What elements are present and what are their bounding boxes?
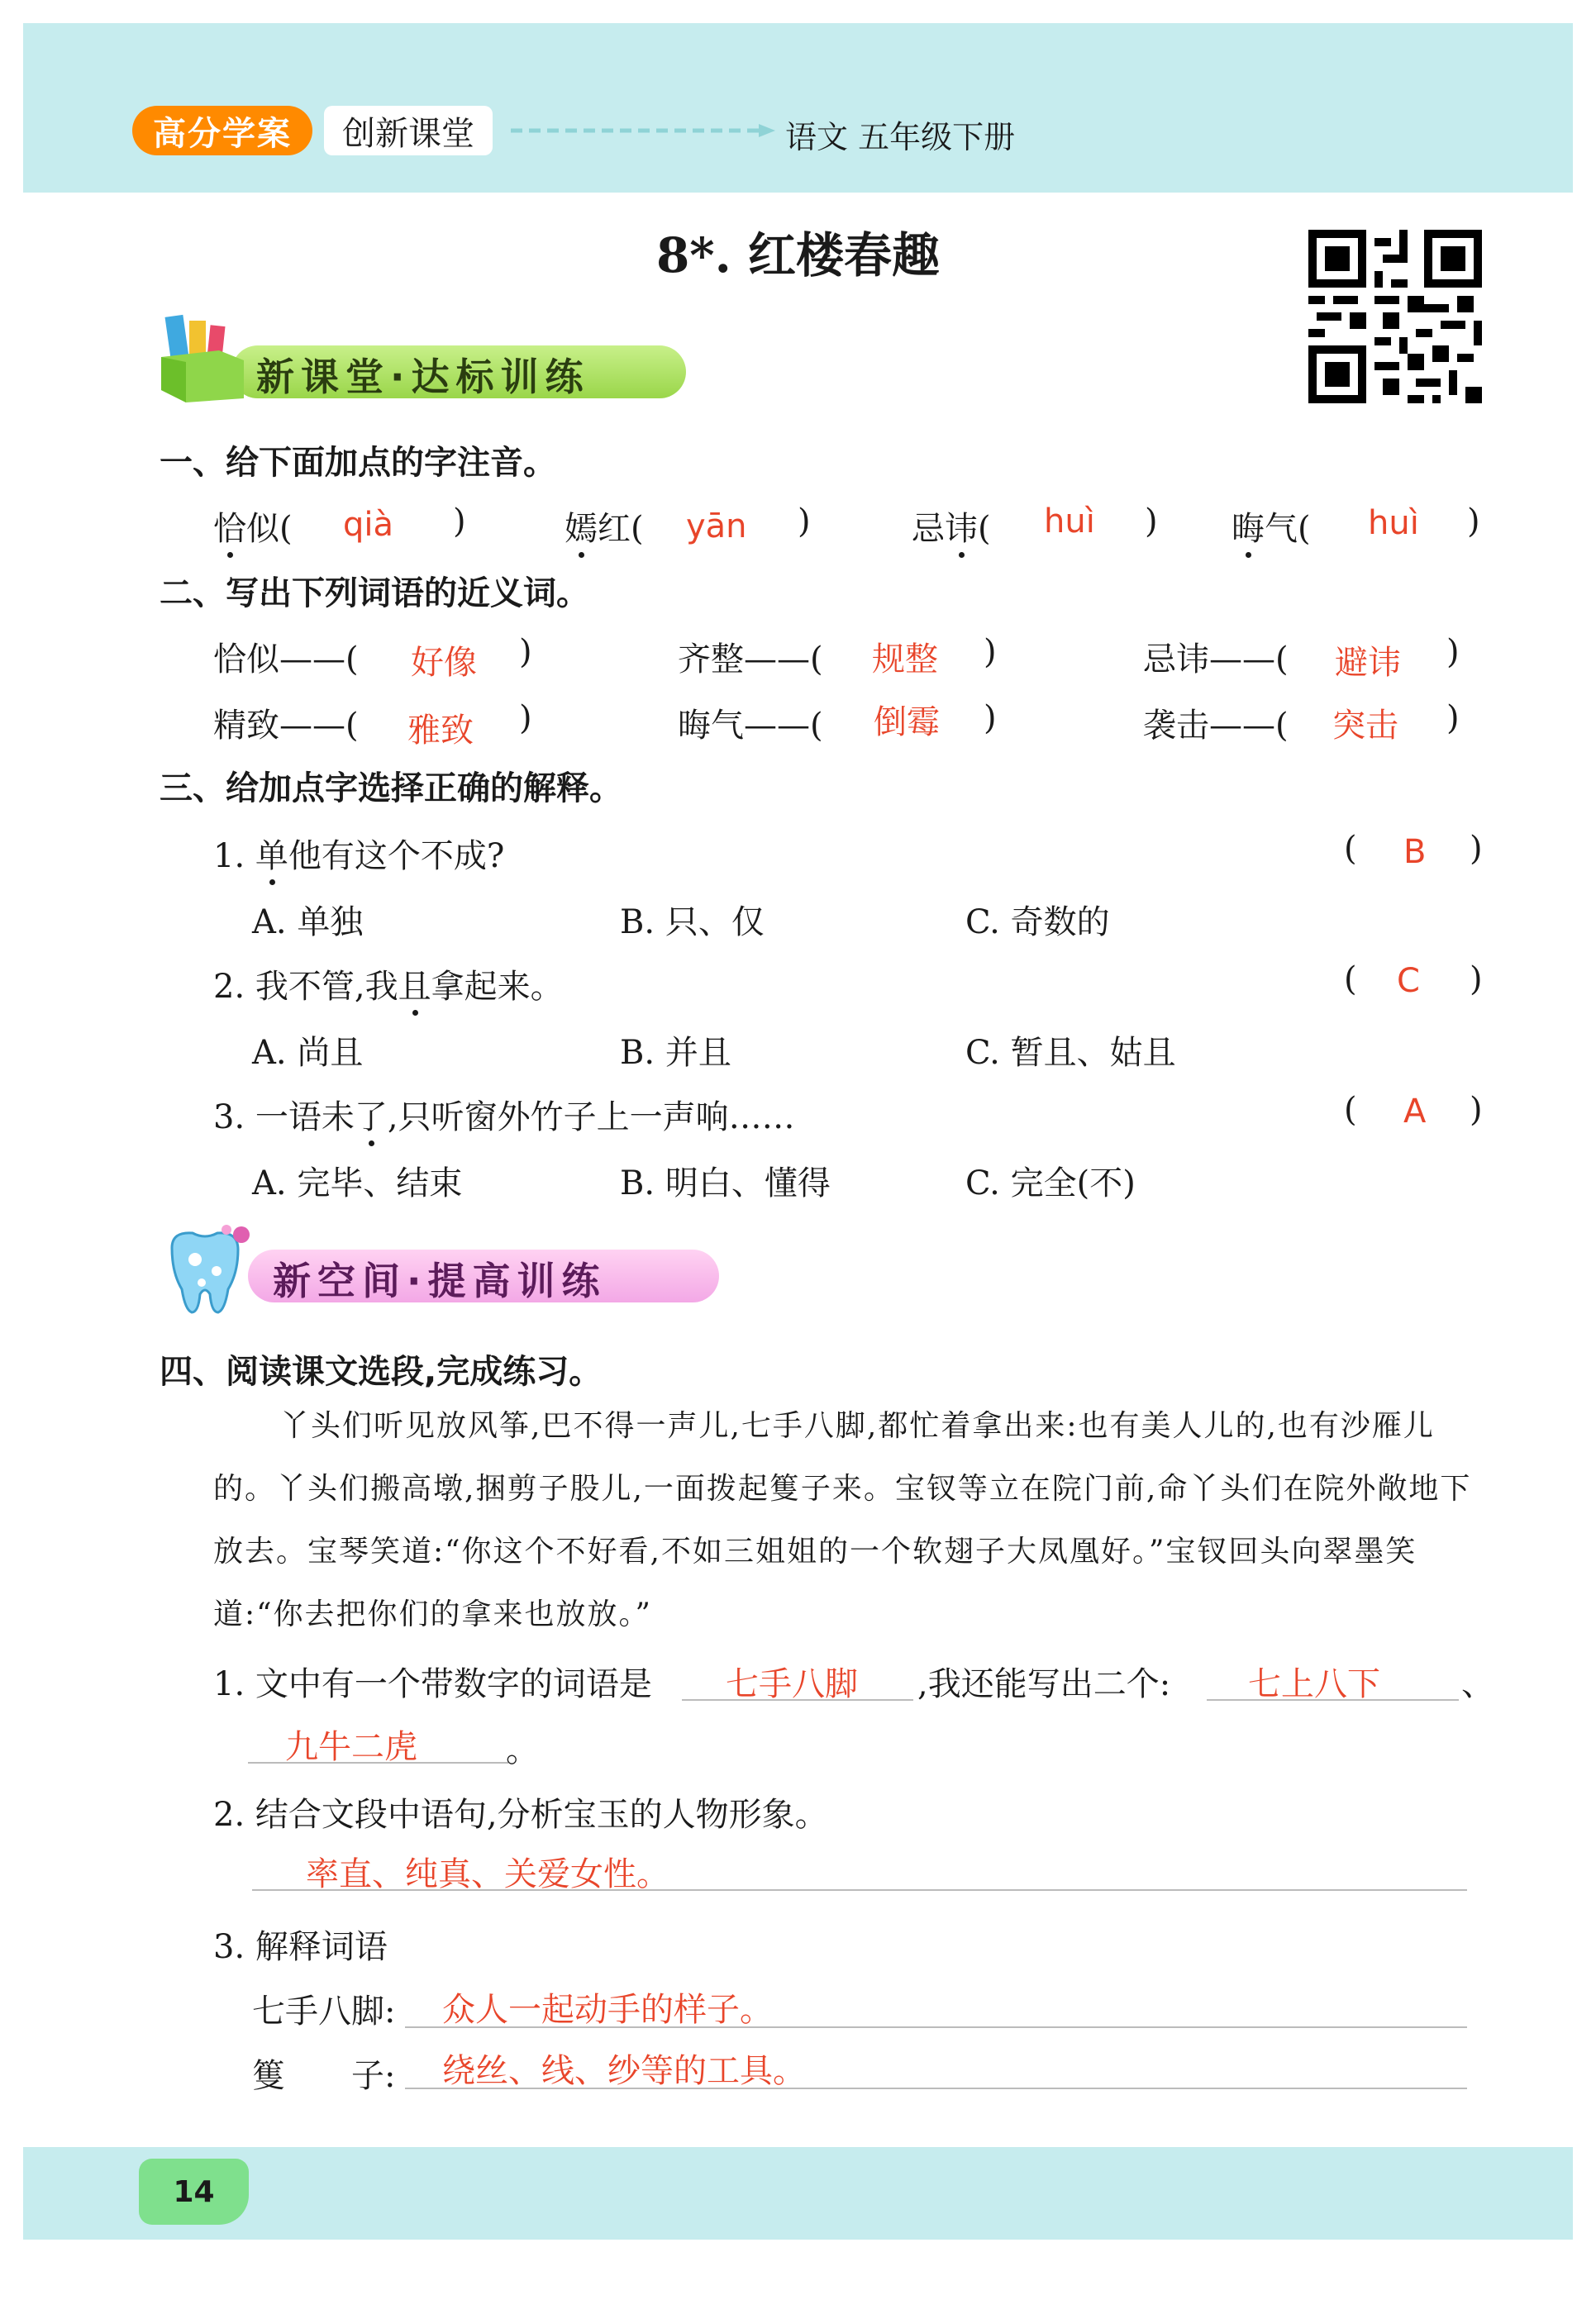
lesson-title: 8*. 红楼春趣 xyxy=(655,227,941,283)
q1-answer-c: 九牛二虎 xyxy=(285,1728,417,1766)
synonym-word-6: 袭击——( xyxy=(1143,707,1289,745)
header-wave xyxy=(23,165,1573,198)
question-3-3: 3. 一语未了,只听窗外竹子上一声响…… xyxy=(213,1098,795,1136)
paren-close: ) xyxy=(1145,502,1158,540)
q3-answer-2: 绕丝、线、纱等的工具。 xyxy=(442,2052,806,2090)
synonym-answer-4: 雅致 xyxy=(407,712,474,750)
paren-close: ) xyxy=(1470,960,1483,998)
section2-title: 二、写出下列词语的近义词。 xyxy=(160,574,589,612)
paren-close: ) xyxy=(1470,830,1483,868)
question-3-1: 1. 单他有这个不成? xyxy=(213,837,505,875)
footer-band xyxy=(23,2147,1573,2240)
q2-answer: 率直、纯真、关爱女性。 xyxy=(306,1855,669,1893)
q1-answer-a: 七手八脚 xyxy=(726,1665,858,1703)
paren-close: ) xyxy=(1446,633,1460,671)
q2-text: 2. 结合文段中语句,分析宝玉的人物形象。 xyxy=(213,1796,828,1834)
synonym-word-5: 晦气——( xyxy=(678,707,823,745)
pinyin-answer-1: qià xyxy=(343,506,394,544)
option-1a: A. 单独 xyxy=(252,903,364,941)
synonym-answer-3: 避讳 xyxy=(1335,644,1401,682)
qr-code-icon[interactable] xyxy=(1308,230,1482,403)
pinyin-item-3: 忌讳( xyxy=(912,510,991,548)
q1-text-b: ,我还能写出二个: xyxy=(917,1665,1171,1703)
course-label: 创新课堂 xyxy=(324,106,493,155)
paren-close: ) xyxy=(519,633,532,671)
option-1c: C. 奇数的 xyxy=(965,903,1110,941)
pinyin-item-2: 嫣红( xyxy=(565,510,644,548)
pinyin-answer-3: huì xyxy=(1044,502,1095,540)
option-2a: A. 尚且 xyxy=(252,1034,364,1072)
choice-answer-3: A xyxy=(1403,1093,1427,1131)
synonym-answer-1: 好像 xyxy=(411,644,477,682)
option-2c: C. 暂且、姑且 xyxy=(965,1034,1176,1072)
page-number: 14 xyxy=(139,2159,249,2225)
q1-end: 。 xyxy=(506,1731,539,1769)
synonym-word-1: 恰似——( xyxy=(213,640,359,678)
paren-close: ) xyxy=(519,699,532,737)
option-3c: C. 完全(不) xyxy=(965,1164,1136,1202)
books-icon xyxy=(161,307,244,402)
pinyin-answer-4: huì xyxy=(1368,504,1419,542)
paren-close: ) xyxy=(453,502,466,540)
pinyin-answer-2: yān xyxy=(686,507,747,545)
paren-close: ) xyxy=(984,633,997,671)
q1-separator: 、 xyxy=(1461,1665,1494,1703)
pinyin-item-4: 晦气( xyxy=(1232,510,1311,548)
q3-answer-1: 众人一起动手的样子。 xyxy=(442,1991,773,2029)
synonym-word-4: 精致——( xyxy=(213,707,359,745)
paren-open: ( xyxy=(1344,960,1357,998)
brand-logo: 高分学案 xyxy=(132,106,312,155)
section1-title: 一、给下面加点的字注音。 xyxy=(160,444,556,482)
q1-text-a: 1. 文中有一个带数字的词语是 xyxy=(213,1665,652,1703)
section3-title: 三、给加点字选择正确的解释。 xyxy=(160,769,622,807)
paren-close: ) xyxy=(1446,699,1460,737)
question-3-2: 2. 我不管,我且拿起来。 xyxy=(213,968,564,1006)
synonym-answer-2: 规整 xyxy=(872,640,938,678)
subject-label: 语文 五年级下册 xyxy=(785,119,1016,155)
synonym-answer-6: 突击 xyxy=(1332,707,1398,745)
section4-title: 四、阅读课文选段,完成练习。 xyxy=(160,1353,603,1391)
banner-advanced-title: 新空间·提高训练 xyxy=(273,1259,607,1303)
choice-answer-1: B xyxy=(1403,833,1427,871)
synonym-word-2: 齐整——( xyxy=(678,640,823,678)
choice-answer-2: C xyxy=(1397,962,1420,1000)
option-3a: A. 完毕、结束 xyxy=(252,1164,463,1202)
pinyin-item-1: 恰似( xyxy=(213,510,293,548)
paren-close: ) xyxy=(798,502,811,540)
option-3b: B. 明白、懂得 xyxy=(620,1164,831,1202)
paren-open: ( xyxy=(1344,830,1357,868)
q1-answer-b: 七上八下 xyxy=(1248,1665,1380,1703)
synonym-answer-5: 倒霉 xyxy=(874,703,940,741)
synonym-word-3: 忌讳——( xyxy=(1143,640,1289,678)
paren-close: ) xyxy=(984,699,997,737)
paren-close: ) xyxy=(1467,502,1480,540)
arrow-decoration xyxy=(511,124,775,137)
q3-term-2: 篗 子: xyxy=(252,2057,396,2095)
banner-training-title: 新课堂·达标训练 xyxy=(256,355,590,399)
q3-term-1: 七手八脚: xyxy=(252,1993,396,2031)
reading-passage: 丫头们听见放风筝,巴不得一声儿,七手八脚,都忙着拿出来:也有美人儿的,也有沙雁儿的。丫头们搬高墩,捆剪子股儿,一面拨起篗子来。宝钗等立在院门前,命丫头们在院外敞地下放去。宝琴笑道:“你这个不好看,不如三姐姐的一个软翅子大凤凰好。”宝钗回头向翠墨笑道:“你去把你们的拿来也放放。” xyxy=(213,1409,1472,1631)
paren-close: ) xyxy=(1470,1091,1483,1129)
paren-open: ( xyxy=(1344,1091,1357,1129)
q3-text: 3. 解释词语 xyxy=(213,1928,388,1966)
option-2b: B. 并且 xyxy=(620,1034,731,1072)
tooth-icon xyxy=(155,1223,255,1318)
option-1b: B. 只、仅 xyxy=(620,903,765,941)
